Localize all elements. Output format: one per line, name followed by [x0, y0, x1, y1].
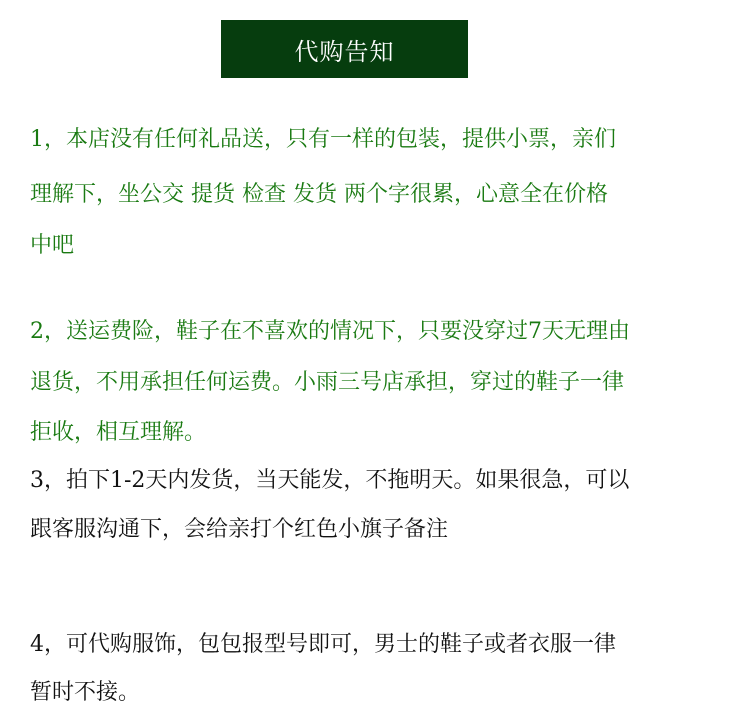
item-1-line-3: 中吧 [30, 233, 75, 258]
item-2-line-1: 2，送运费险，鞋子在不喜欢的情况下，只要没穿过7天无理由 [30, 319, 630, 344]
item-2-line-2: 退货，不用承担任何运费。小雨三号店承担，穿过的鞋子一律 [30, 370, 625, 395]
item-4-line-2: 暂时不接。 [30, 680, 141, 705]
page-title: 代购告知 [294, 37, 395, 66]
item-3-line-2: 跟客服沟通下，会给亲打个红色小旗子备注 [30, 517, 449, 542]
item-4-line-1: 4，可代购服饰，包包报型号即可，男士的鞋子或者衣服一律 [30, 632, 616, 657]
item-1-line-1: 1，本店没有任何礼品送，只有一样的包装，提供小票，亲们 [30, 127, 616, 152]
item-2-line-3: 拒收，相互理解。 [30, 420, 207, 445]
title-banner [221, 20, 468, 78]
item-1-line-2: 理解下，坐公交 提货 检查 发货 两个字很累，心意全在价格 [30, 182, 608, 207]
item-3-line-1: 3，拍下1-2天内发货，当天能发，不拖明天。如果很急，可以 [30, 468, 630, 493]
